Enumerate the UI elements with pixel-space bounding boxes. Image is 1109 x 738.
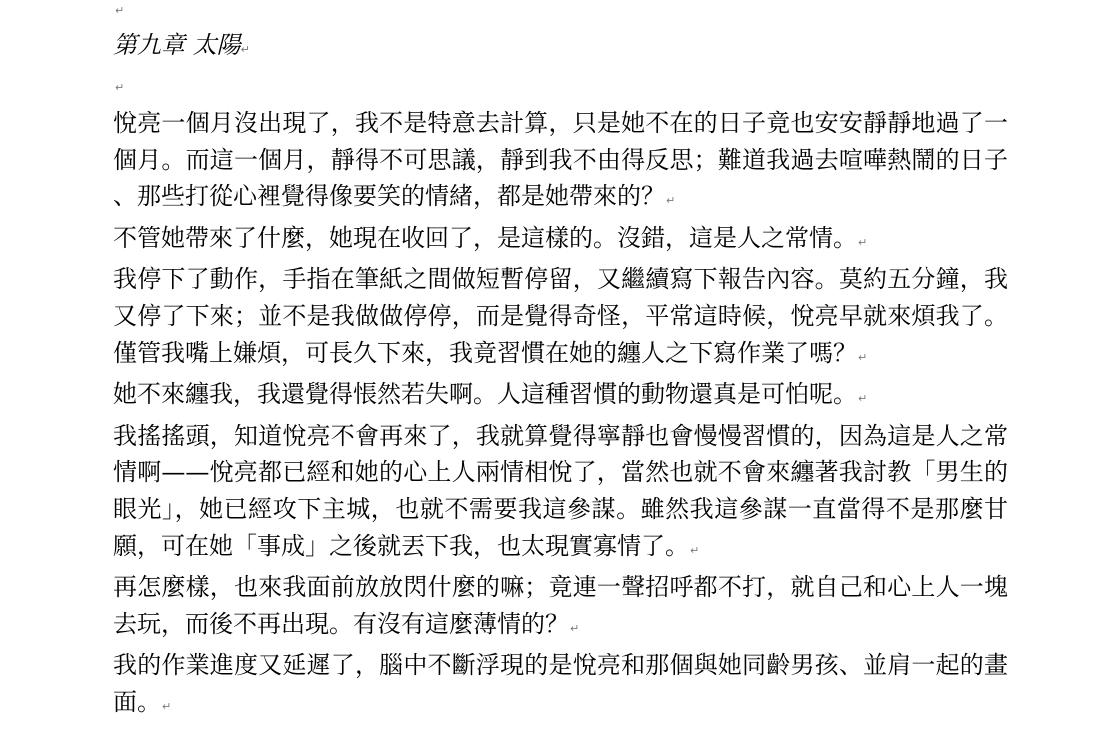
paragraph-mark-icon: ↵ [162,699,172,713]
paragraph [113,105,1008,220]
paragraph-mark-icon: ↵ [115,4,125,17]
body-text [113,105,1008,726]
paragraph [113,376,1008,418]
paragraph-text: 我停下了動作，手指在筆紙之間做短暫停留，又繼續寫下報告內容。莫約五分鐘，我又停了下來；並不是我做做停停，而是覺得奇怪，平常這時候，悅亮早就來煩我了。僅管我嘴上嫌煩，可長久下來，我竟習慣在她的纏人之下寫作業了嗎？ [113,265,1008,367]
paragraph [113,647,1008,725]
paragraph-text: 她不來纏我，我還覺得悵然若失啊。人這種習慣的動物還真是可怕呢。 [113,380,857,409]
paragraph [113,220,1008,262]
paragraph-mark-icon: ↵ [858,350,868,364]
paragraph-mark-icon: ↵ [240,43,250,56]
paragraph-text: 再怎麼樣，也來我面前放放閃什麼的嘛；竟連一聲招呼都不打，就自己和心上人一塊去玩，而後不再出現。有沒有這麼薄情的？ [113,573,1008,638]
chapter-title-text: 第九章 太陽 [113,31,241,59]
paragraph-text: 悅亮一個月沒出現了，我不是特意去計算，只是她不在的日子竟也安安靜靜地過了一個月。而這一個月，靜得不可思議，靜到我不由得反思；難道我過去喧嘩熱鬧的日子、那些打從心裡覺得像要笑的情緒，都是她帶來的？ [113,109,1008,211]
paragraph-mark-icon: ↵ [690,543,700,557]
paragraph-mark-icon: ↵ [666,194,676,208]
paragraph-text: 我搖搖頭，知道悅亮不會再來了，我就算覺得寧靜也會慢慢習慣的，因為這是人之常情啊——悅亮都已經和她的心上人兩情相悅了，當然也就不會來纏著我討教「男生的眼光」，她已經攻下主城，也就不需要我這參謀。雖然我這參謀一直當得不是那麼甘願，可在她「事成」之後就丟下我，也太現實寡情了。 [113,421,1008,560]
paragraph-text: 我的作業進度又延遲了，腦中不斷浮現的是悅亮和那個與她同齡男孩、並肩一起的畫面。 [113,651,1008,716]
paragraph-mark-icon: ↵ [570,621,580,635]
paragraph-text: 不管她帶來了什麼，她現在收回了，是這樣的。沒錯，這是人之常情。 [113,223,857,252]
paragraph [113,418,1008,569]
paragraph-mark-icon: ↵ [115,81,125,94]
paragraph [113,261,1008,376]
paragraph-mark-icon: ↵ [858,392,868,406]
paragraph [113,569,1008,647]
paragraph-mark-icon: ↵ [858,235,868,249]
chapter-title [113,33,250,57]
